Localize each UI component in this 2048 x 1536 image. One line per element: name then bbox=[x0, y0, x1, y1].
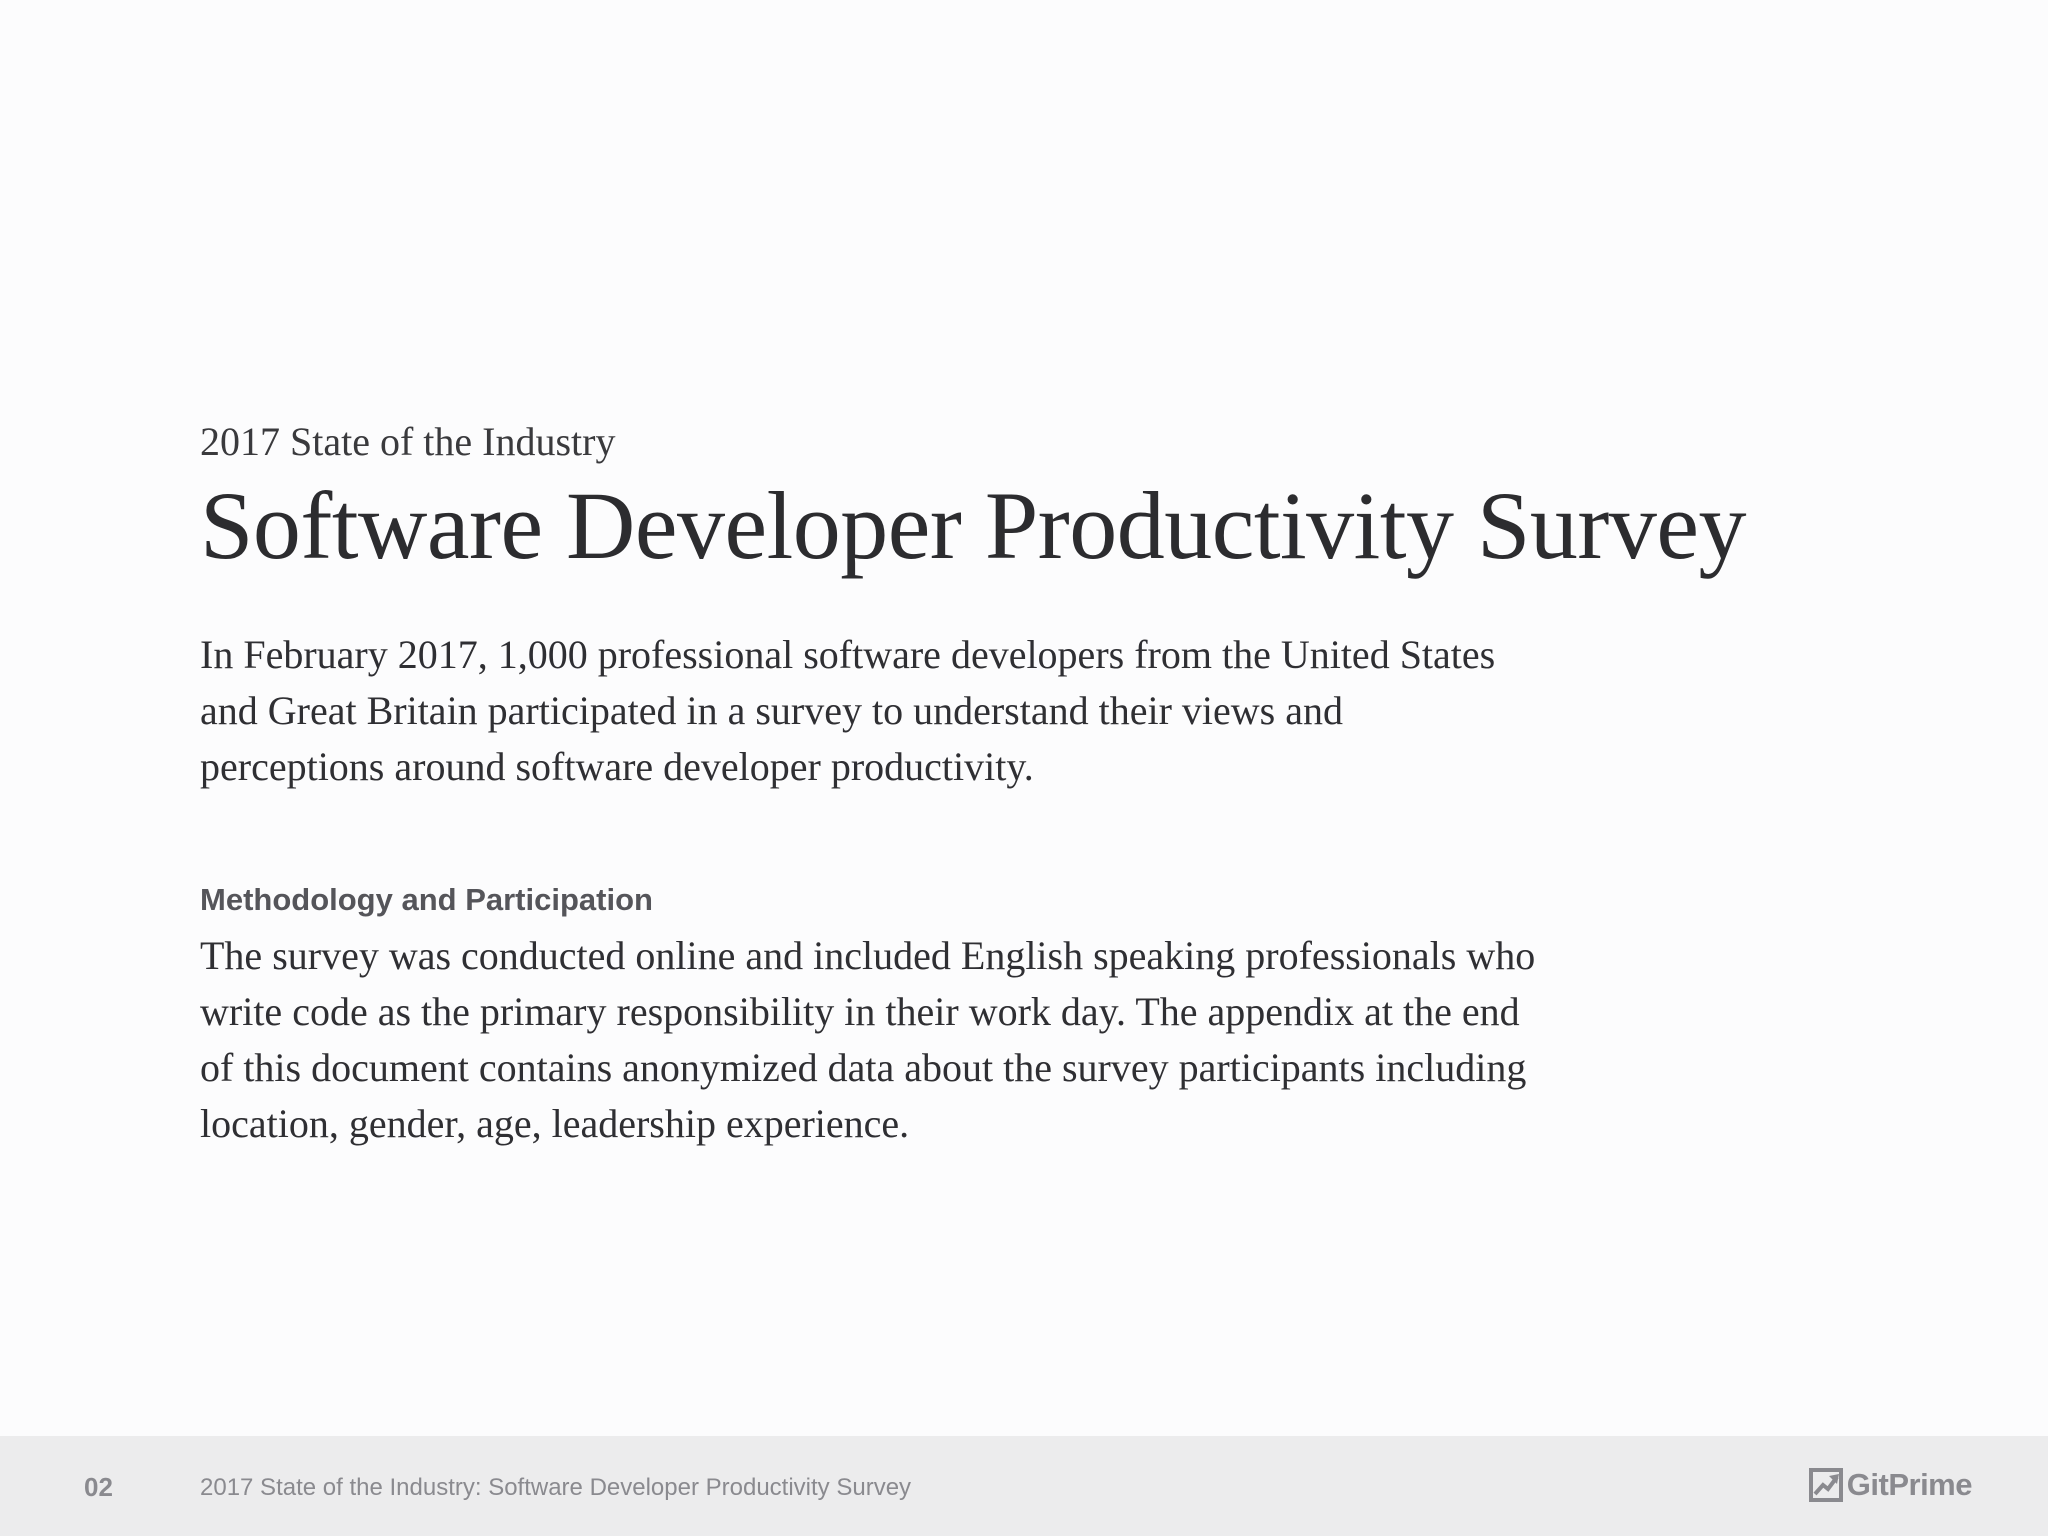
brand-name: GitPrime bbox=[1846, 1467, 1972, 1502]
page-number: 02 bbox=[84, 1472, 113, 1502]
footer-document-title: 2017 State of the Industry: Software Developer Productivity Survey bbox=[200, 1474, 912, 1501]
intro-paragraph: In February 2017, 1,000 professional software developers from the United States and Great Britain participated in a survey to understand their views and perceptions around software developer productivity. bbox=[200, 632, 1496, 789]
page-title: Software Developer Productivity Survey bbox=[200, 472, 1746, 579]
gitprime-logo bbox=[1809, 1467, 1972, 1503]
page-footer bbox=[0, 1436, 2048, 1536]
report-kicker: 2017 State of the Industry bbox=[200, 419, 616, 464]
methodology-heading: Methodology and Participation bbox=[200, 882, 653, 917]
gitprime-logo-icon bbox=[1809, 1468, 1843, 1502]
methodology-paragraph: The survey was conducted online and included English speaking professionals who write code as the primary responsibility in their work day. The appendix at the end of this document contains anonymized data about the survey participants including location, gender, age, leadership experience. bbox=[200, 933, 1536, 1146]
